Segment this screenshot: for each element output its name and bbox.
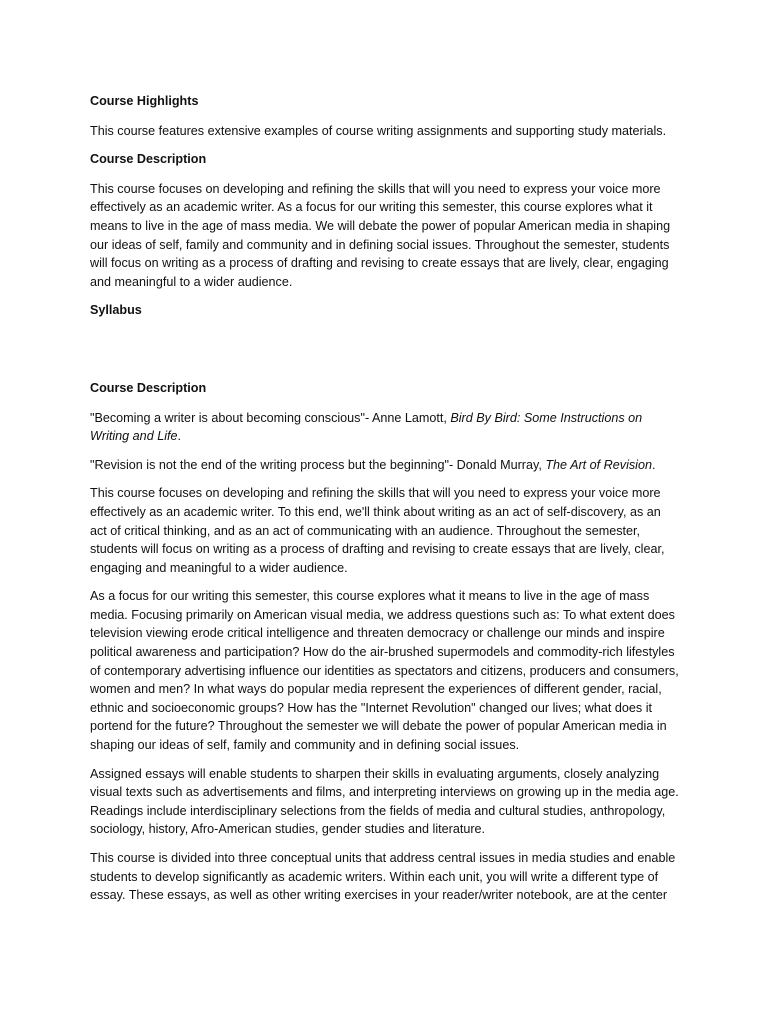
description-paragraph: This course focuses on developing and refining the skills that will you need to express your voice more effectively as an academic writer. To this end, we'll think about writing as an act of self-discovery, as an act of critical thinking, and as an act of communicating with an audience. Throughout the semester, students will focus on writing as a process of drafting and revising to create essays that are lively, clear, engaging and meaningful to a wider audience. [90, 486, 665, 575]
quote-lamott-end: . [177, 429, 181, 444]
course-highlights-heading: Course Highlights [90, 94, 199, 108]
quote-lamott-text: "Becoming a writer is about becoming conscious"- Anne Lamott, [90, 410, 451, 425]
description-paragraph: Assigned essays will enable students to sharpen their skills in evaluating arguments, closely analyzing visual texts such as advertisements and films, and interpreting interviews on growing up in the media age. Readings include interdisciplinary selections from the fields of media and cultural studies, anthropology, sociology, history, Afro-American studies, gender studies and literature. [90, 766, 679, 837]
document-page [90, 92, 680, 915]
quote-murray [90, 456, 680, 475]
description-paragraph: As a focus for our writing this semester, this course explores what it means to live in the age of mass media. Focusing primarily on American visual media, we address questions such as: To what extent does television viewing erode critical intelligence and threaten democracy or challenge our minds and inspire political awareness and participation? How do the air-brushed supermodels and commodity-rich lifestyles of contemporary advertising influence our identities as spectators and citizens, producers and consumers, women and men? In what ways do popular media represent the experiences of different gender, racial, ethnic and socioeconomic groups? How has the "Internet Revolution" changed our lives; what does it portend for the future? Throughout the semester we will debate the power of popular American media in shaping our ideas of self, family and community and in defining social issues. [90, 589, 679, 753]
blank-space [90, 331, 680, 379]
quote-murray-source: The Art of Revision [545, 457, 652, 472]
course-highlights-text: This course features extensive examples of course writing assignments and supporting study materials. [90, 123, 667, 138]
description-paragraph: This course is divided into three conceptual units that address central issues in media studies and enable students to develop significantly as academic writers. Within each unit, you will write a different type of essay. These essays, as well as other writing exercises in your reader/writer notebook, are at the center [90, 851, 676, 903]
quote-murray-text: "Revision is not the end of the writing process but the beginning"- Donald Murray, [90, 457, 546, 472]
syllabus-heading: Syllabus [90, 303, 142, 318]
quote-lamott-source: Bird By Bird: Some Instructions on Writing and Life [90, 410, 643, 444]
course-description-heading-2: Course Description [90, 380, 207, 395]
quote-murray-end: . [651, 457, 656, 472]
quote-lamott [90, 409, 680, 446]
course-description-heading: Course Description [90, 152, 207, 167]
course-description-text: This course focuses on developing and refining the skills that will you need to express your voice more effectively as an academic writer. As a focus for our writing this semester, this course explores what it means to live in the age of mass media. We will debate the power of popular American media in shaping our ideas of self, family and community and in defining social issues. Throughout the semester, students will focus on writing as a process of drafting and revising to create essays that are lively, clear, engaging and meaningful to a wider audience. [90, 181, 671, 289]
